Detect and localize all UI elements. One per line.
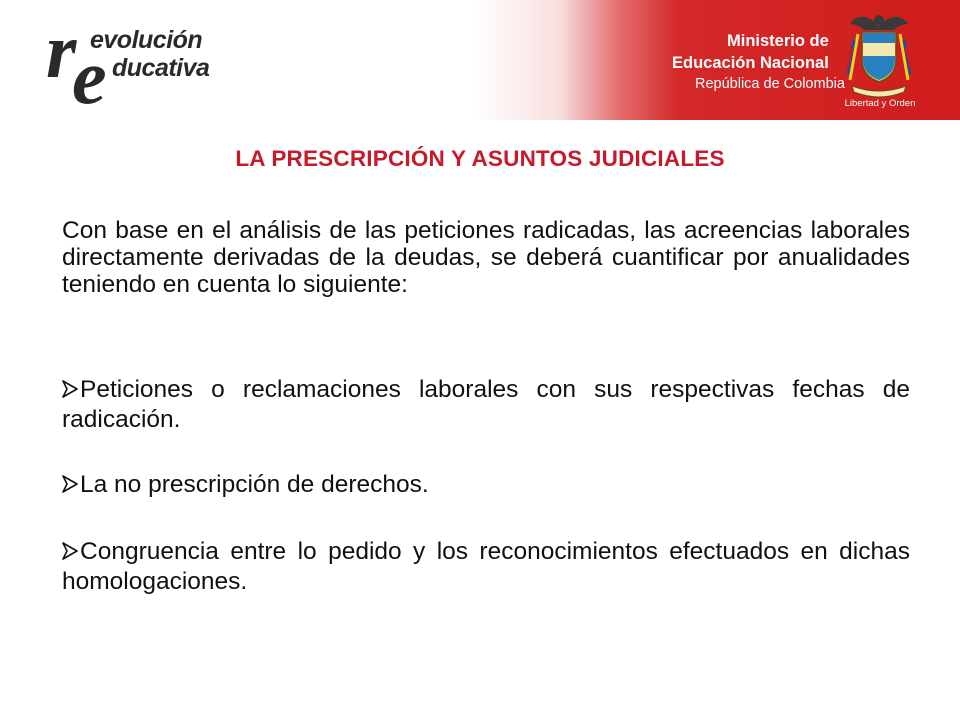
ministry-name	[672, 30, 845, 94]
bullet-item-3	[62, 537, 910, 597]
bullet-item-1	[62, 375, 910, 435]
logo-word-2: ducativa	[112, 54, 210, 82]
logo-letter-r: r	[46, 7, 77, 94]
arrow-bullet-icon	[62, 379, 78, 399]
ministry-line-3: República de Colombia	[695, 76, 845, 92]
header-band	[0, 0, 960, 120]
seal-motto: Libertad y Orden	[844, 98, 916, 109]
logo-letter-e: e	[72, 33, 107, 120]
ministry-line-2: Educación Nacional	[672, 54, 829, 72]
bullet-text-2: La no prescripción de derechos.	[80, 471, 429, 498]
arrow-bullet-icon	[62, 474, 78, 494]
intro-paragraph: Con base en el análisis de las peticiones radicadas, las acreencias laborales directamente derivadas de la deudas, se deberá cuantificar por anualidades teniendo en cuenta lo siguiente:	[62, 217, 910, 298]
ministry-line-1: Ministerio de	[727, 32, 829, 50]
bullet-item-2	[62, 470, 910, 500]
slide-title: LA PRESCRIPCIÓN Y ASUNTOS JUDICIALES	[235, 146, 725, 171]
revolucion-educativa-logo	[46, 7, 266, 120]
bullet-text-3: Congruencia entre lo pedido y los reconocimientos efectuados en dichas homologaciones.	[62, 538, 910, 595]
arrow-bullet-icon	[62, 541, 78, 561]
logo-word-1: evolución	[90, 26, 203, 54]
bullet-text-1: Peticiones o reclamaciones laborales con sus respectivas fechas de radicación.	[62, 376, 910, 433]
colombia-coat-of-arms-icon	[844, 10, 914, 102]
